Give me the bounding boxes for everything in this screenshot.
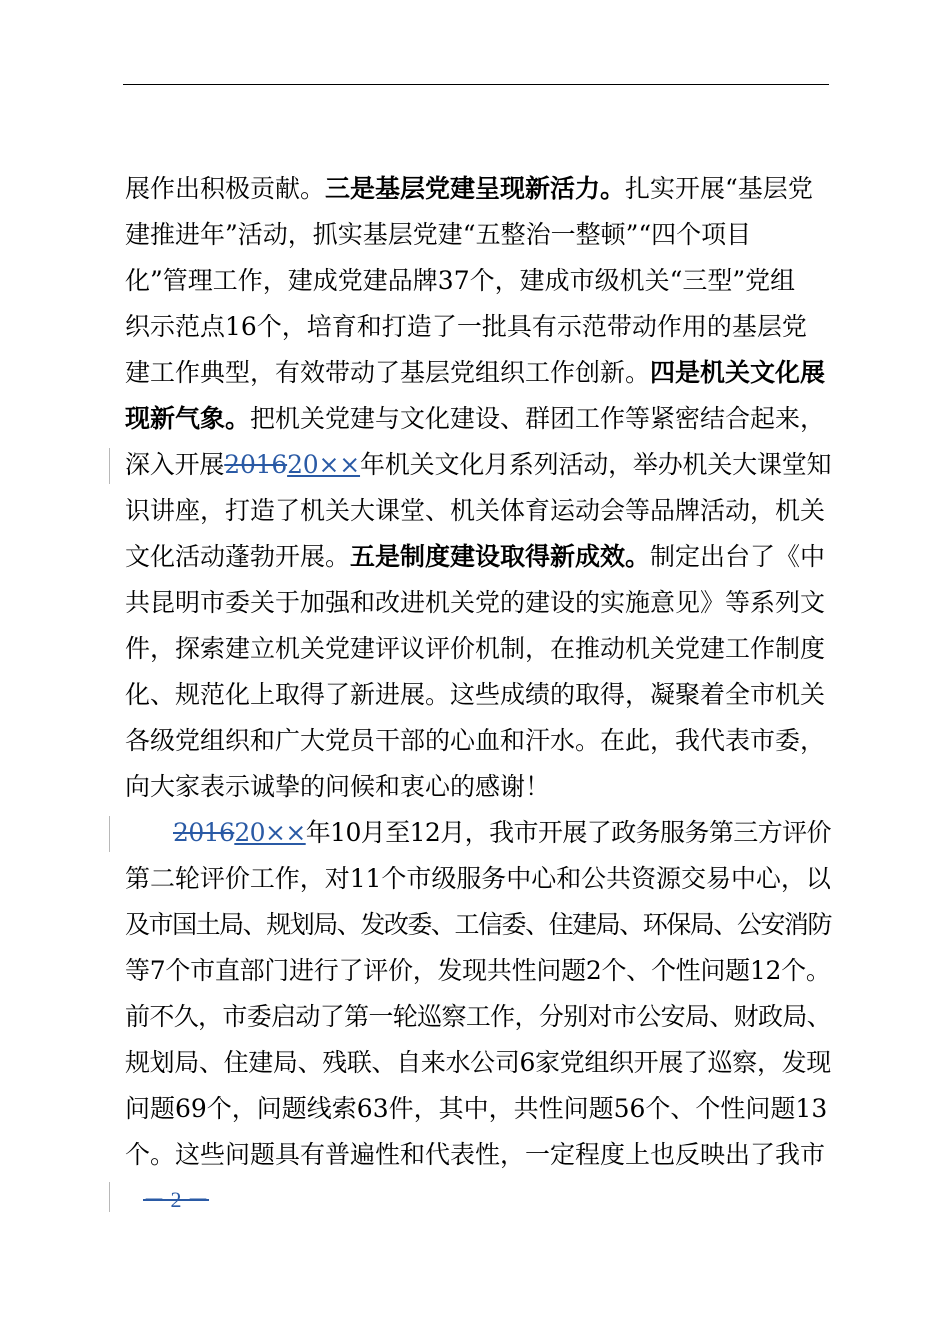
text-line	[125, 902, 831, 948]
revision-change-bar	[109, 1182, 110, 1212]
deleted-revision: 2016	[224, 450, 288, 479]
text-line	[125, 534, 831, 580]
text-line	[125, 856, 831, 902]
text-line	[125, 948, 831, 994]
inserted-revision: 20××	[287, 450, 361, 479]
inserted-revision: 20××	[234, 818, 306, 847]
text-run: 等7个市直部门进行了评价，发现共性问题2个、个性问题12个。	[125, 956, 831, 985]
text-run: 共昆明市委关于加强和改进机关党的建设的实施意见》等系列文	[125, 588, 826, 617]
text-line	[125, 672, 831, 718]
text-line	[125, 396, 831, 442]
text-run: 扎实开展“基层党	[625, 174, 813, 203]
text-run: 化、规范化上取得了新进展。这些成绩的取得，凝聚着全市机关	[125, 680, 826, 709]
text-run: 件，探索建立机关党建评议评价机制，在推动机关党建工作制度	[125, 634, 826, 663]
text-run: 第二轮评价工作，对11个市级服务中心和公共资源交易中心，以	[125, 864, 831, 893]
revision-change-bar	[109, 448, 110, 484]
bold-lead-phrase: 三是基层党建呈现新活力。	[325, 174, 626, 203]
document-body	[125, 166, 831, 1178]
revision-change-bar	[109, 816, 110, 852]
text-run: 年机关文化月系列活动，举办机关大课堂知	[360, 450, 832, 479]
page-number: － 2 －	[143, 1187, 210, 1212]
text-run: 年10月至12月，我市开展了政务服务第三方评价	[305, 818, 831, 847]
text-run: 建推进年”活动，抓实基层党建“五整治一整顿”“四个项目	[125, 220, 752, 249]
header-rule	[123, 84, 829, 85]
text-run: 织示范点16个，培育和打造了一批具有示范带动作用的基层党	[125, 312, 807, 341]
text-line	[125, 166, 831, 212]
deleted-revision: 2016	[173, 818, 235, 847]
text-line	[125, 994, 831, 1040]
text-run: 制定出台了《中	[650, 542, 826, 571]
text-run: 问题69个，问题线索63件，其中，共性问题56个、个性问题13	[125, 1094, 828, 1123]
text-run: 前不久，市委启动了第一轮巡察工作，分别对市公安局、财政局、	[125, 1002, 832, 1031]
text-line	[125, 258, 831, 304]
text-run: 建工作典型，有效带动了基层党组织工作创新。	[125, 358, 651, 387]
text-run: 向大家表示诚挚的问候和衷心的感谢！	[125, 772, 551, 801]
text-line	[125, 718, 831, 764]
text-line	[125, 1040, 831, 1086]
text-line	[125, 626, 831, 672]
bold-lead-phrase: 四是机关文化展	[650, 358, 826, 387]
text-run: 化”管理工作，建成党建品牌37个，建成市级机关“三型”党组	[125, 266, 796, 295]
text-line	[125, 764, 831, 810]
text-run: 及市国土局、规划局、发改委、工信委、住建局、环保局、公安消防	[125, 910, 832, 939]
text-line	[125, 810, 831, 856]
text-line	[125, 350, 831, 396]
text-line	[125, 1086, 831, 1132]
text-run: 文化活动蓬勃开展。	[125, 542, 351, 571]
text-line	[125, 1132, 831, 1178]
bold-lead-phrase: 五是制度建设取得新成效。	[350, 542, 651, 571]
text-run: 深入开展	[125, 450, 225, 479]
text-run: 识讲座，打造了机关大课堂、机关体育运动会等品牌活动，机关	[125, 496, 826, 525]
text-run: 展作出积极贡献。	[125, 174, 326, 203]
bold-lead-phrase: 现新气象。	[125, 404, 251, 433]
text-run: 规划局、住建局、残联、自来水公司6家党组织开展了巡察，发现	[125, 1048, 831, 1077]
text-line	[125, 488, 831, 534]
text-run: 把机关党建与文化建设、群团工作等紧密结合起来，	[250, 404, 826, 433]
text-line	[125, 580, 831, 626]
text-run: 各级党组织和广大党员干部的心血和汗水。在此，我代表市委，	[125, 726, 826, 755]
text-line	[125, 212, 831, 258]
text-line	[125, 442, 831, 488]
text-run: 个。这些问题具有普遍性和代表性，一定程度上也反映出了我市	[125, 1140, 826, 1169]
text-line	[125, 304, 831, 350]
